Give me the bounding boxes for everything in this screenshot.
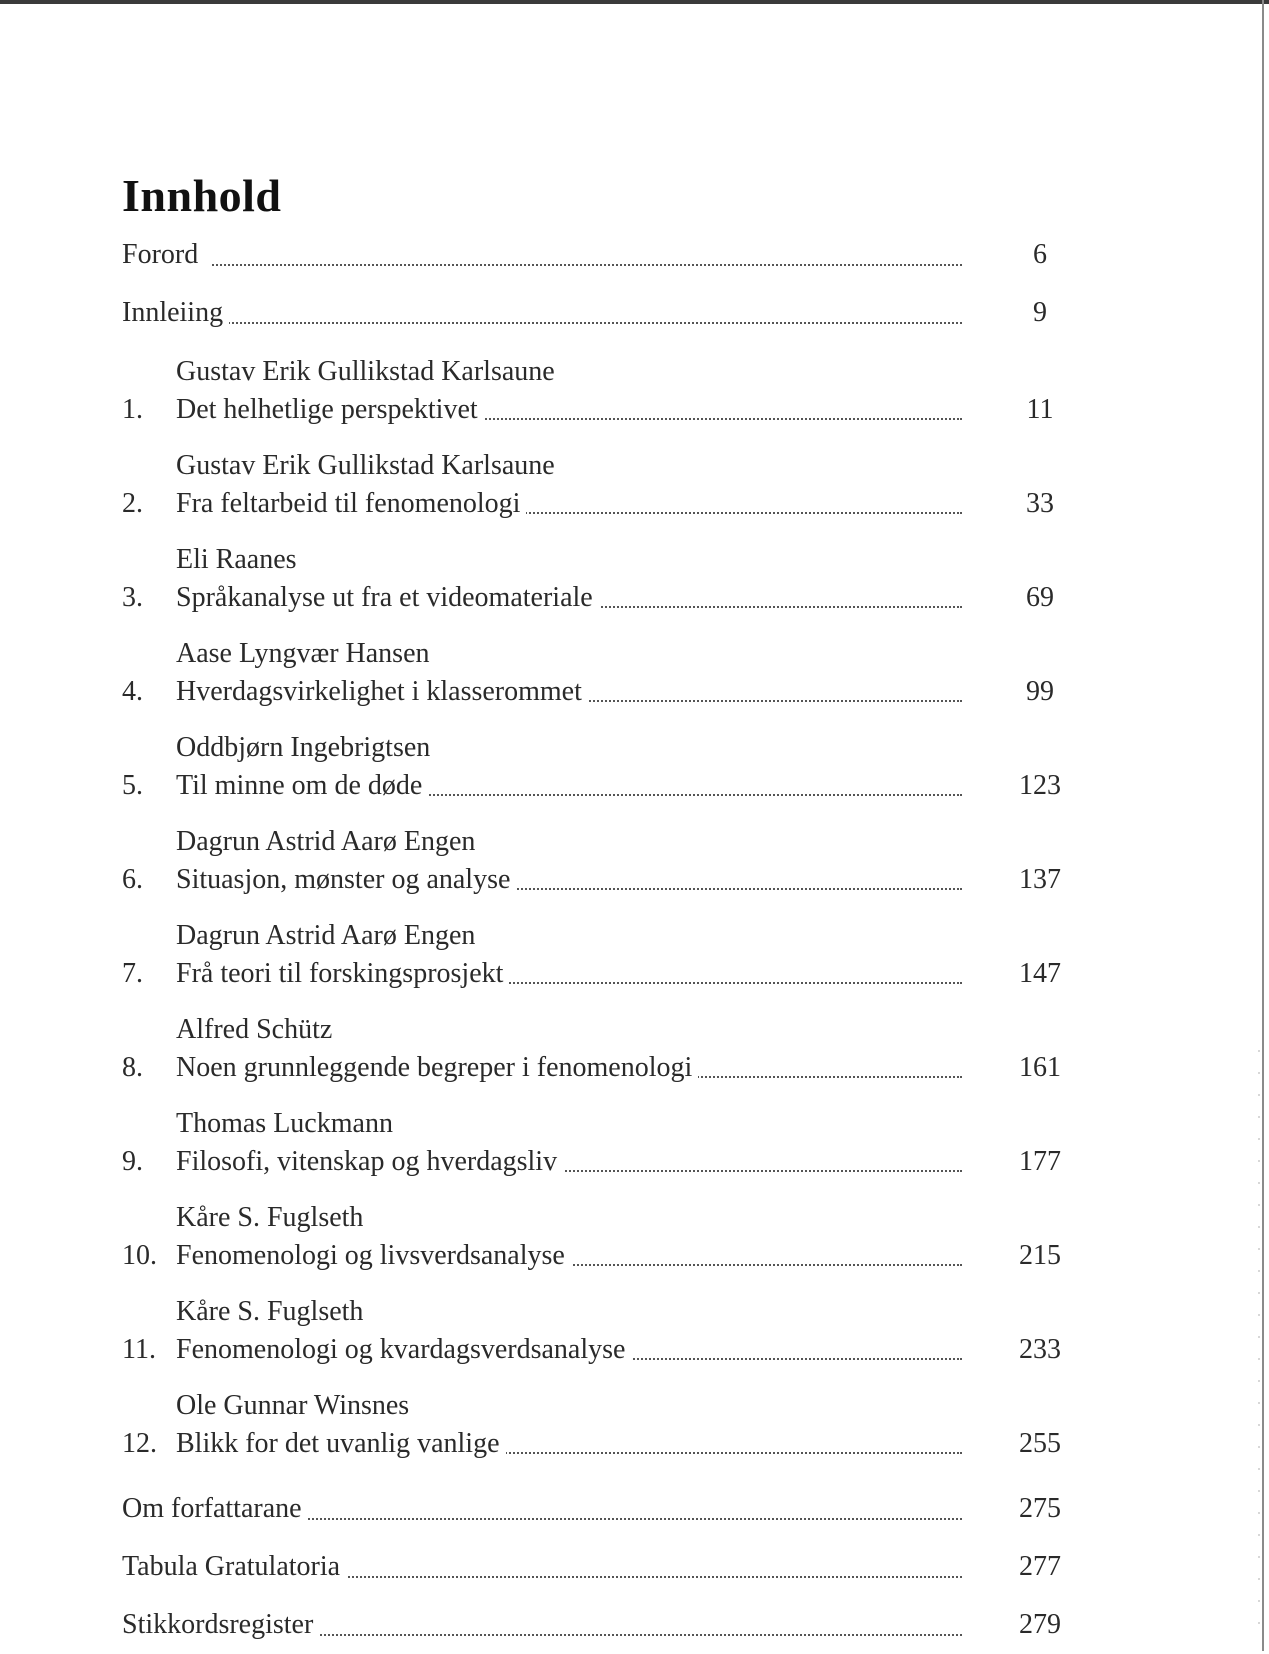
dot-leader (212, 322, 962, 324)
chapter-number: 1. (122, 394, 143, 425)
chapter-author: Gustav Erik Gullikstad Karlsaune (176, 356, 555, 387)
chapter-number: 10. (122, 1240, 157, 1271)
dot-leader (212, 264, 962, 266)
chapter-title: Filosofi, vitenskap og hverdagsliv (176, 1142, 563, 1182)
chapter-author: Thomas Luckmann (176, 1108, 393, 1139)
chapter-title: Blikk for det uvanlig vanlige (176, 1424, 506, 1464)
chapter-title: Fenomenologi og kvardagsverdsanalyse (176, 1330, 631, 1370)
chapter-row (122, 1048, 1072, 1088)
chapter-title: Det helhetlige perspektivet (176, 390, 484, 430)
toc-chapter-7[interactable] (122, 916, 1072, 1010)
chapter-row (122, 578, 1072, 618)
chapter-author: Dagrun Astrid Aarø Engen (176, 920, 476, 951)
right-border-rule (1262, 0, 1264, 1651)
toc-chapter-1[interactable] (122, 352, 1072, 446)
table-of-contents (122, 226, 1072, 1654)
chapter-number: 12. (122, 1428, 157, 1459)
chapter-number: 8. (122, 1052, 143, 1083)
chapter-title: Til minne om de døde (176, 766, 428, 806)
chapter-author: Oddbjørn Ingebrigtsen (176, 732, 431, 763)
toc-chapter-10[interactable] (122, 1198, 1072, 1292)
chapter-number: 6. (122, 864, 143, 895)
chapter-page: 11 (1026, 394, 1054, 425)
toc-chapter-3[interactable] (122, 540, 1072, 634)
chapter-row (122, 954, 1072, 994)
chapter-page: 177 (1019, 1146, 1061, 1177)
chapter-author: Aase Lyngvær Hansen (176, 638, 430, 669)
toc-chapter-11[interactable] (122, 1292, 1072, 1386)
chapter-title: Fra feltarbeid til fenomenologi (176, 484, 526, 524)
chapter-page: 215 (1019, 1240, 1061, 1271)
chapter-page: 233 (1019, 1334, 1061, 1365)
chapter-title: Hverdagsvirkelighet i klasserommet (176, 672, 588, 712)
toc-entry-om-forfattarane[interactable] (122, 1480, 1072, 1538)
chapter-page: 99 (1026, 676, 1054, 707)
chapter-number: 2. (122, 488, 143, 519)
chapter-row (122, 672, 1072, 712)
toc-chapter-2[interactable] (122, 446, 1072, 540)
chapter-row (122, 1142, 1072, 1182)
chapter-row (122, 484, 1072, 524)
toc-entry-page: 6 (1033, 239, 1047, 270)
dot-leader (212, 1518, 962, 1520)
spacer (122, 342, 1072, 352)
chapter-author: Eli Raanes (176, 544, 297, 575)
toc-entry-forord[interactable] (122, 226, 1072, 284)
toc-entry-title: Stikkordsregister (122, 1596, 319, 1654)
chapter-row (122, 1330, 1072, 1370)
chapter-page: 123 (1019, 770, 1061, 801)
page-title: Innhold (122, 170, 282, 221)
toc-entry-title: Forord (122, 226, 204, 284)
dot-leader (212, 1634, 962, 1636)
chapter-title: Noen grunnleggende begreper i fenomenologi (176, 1048, 698, 1088)
chapter-author: Ole Gunnar Winsnes (176, 1390, 410, 1421)
toc-entry-title: Om forfattarane (122, 1480, 308, 1538)
chapter-row (122, 860, 1072, 900)
chapter-author: Dagrun Astrid Aarø Engen (176, 826, 476, 857)
chapter-row (122, 390, 1072, 430)
chapter-row (122, 1236, 1072, 1276)
chapter-number: 9. (122, 1146, 143, 1177)
chapter-number: 5. (122, 770, 143, 801)
toc-chapter-12[interactable] (122, 1386, 1072, 1480)
toc-chapter-8[interactable] (122, 1010, 1072, 1104)
chapter-page: 147 (1019, 958, 1061, 989)
toc-entry-title: Tabula Gratulatoria (122, 1538, 346, 1596)
scan-artifact-marks (1258, 1050, 1260, 1640)
toc-entry-innleiing[interactable] (122, 284, 1072, 342)
chapter-title: Språkanalyse ut fra et videomateriale (176, 578, 599, 618)
chapter-title: Situasjon, mønster og analyse (176, 860, 516, 900)
chapter-page: 33 (1026, 488, 1054, 519)
toc-chapter-9[interactable] (122, 1104, 1072, 1198)
toc-chapter-6[interactable] (122, 822, 1072, 916)
chapter-title: Frå teori til forskingsprosjekt (176, 954, 509, 994)
toc-entry-page: 9 (1033, 297, 1047, 328)
chapter-number: 3. (122, 582, 143, 613)
toc-entry-tabula-gratulatoria[interactable] (122, 1538, 1072, 1596)
top-border-rule (0, 0, 1269, 4)
chapter-page: 161 (1019, 1052, 1061, 1083)
toc-entry-page: 277 (1019, 1551, 1061, 1582)
chapter-page: 255 (1019, 1428, 1061, 1459)
chapter-author: Kåre S. Fuglseth (176, 1296, 364, 1327)
chapter-number: 7. (122, 958, 143, 989)
chapter-number: 4. (122, 676, 143, 707)
toc-entry-page: 275 (1019, 1493, 1061, 1524)
toc-entry-page: 279 (1019, 1609, 1061, 1640)
chapter-row (122, 1424, 1072, 1464)
toc-chapter-5[interactable] (122, 728, 1072, 822)
toc-entry-title: Innleiing (122, 284, 229, 342)
toc-chapter-4[interactable] (122, 634, 1072, 728)
chapter-author: Gustav Erik Gullikstad Karlsaune (176, 450, 555, 481)
chapter-author: Kåre S. Fuglseth (176, 1202, 364, 1233)
chapter-row (122, 766, 1072, 806)
chapter-author: Alfred Schütz (176, 1014, 333, 1045)
toc-entry-stikkordsregister[interactable] (122, 1596, 1072, 1654)
chapter-number: 11. (122, 1334, 156, 1365)
chapter-page: 69 (1026, 582, 1054, 613)
chapter-page: 137 (1019, 864, 1061, 895)
chapter-title: Fenomenologi og livsverdsanalyse (176, 1236, 571, 1276)
